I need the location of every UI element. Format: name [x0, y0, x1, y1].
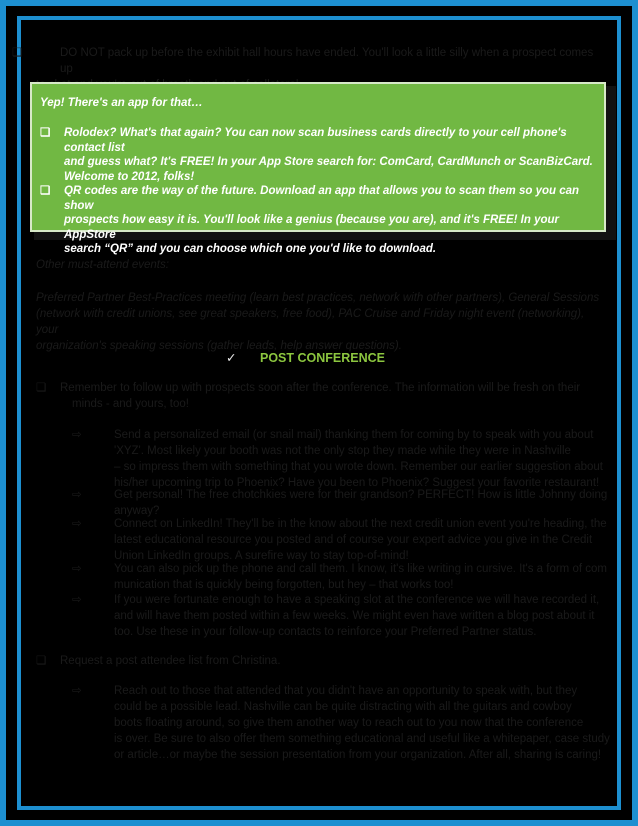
callout-item-line: Rolodex? What's that again? You can now scan business cards directly to your cell phone's contact list: [64, 127, 567, 154]
sub-item-line: is over. Be sure to also offer them something educational and useful like a whitepaper, case study: [114, 733, 610, 745]
follow-up-item: [36, 380, 608, 412]
arrow-bullet-icon: ⇨: [72, 518, 82, 530]
arrow-bullet-icon: ⇨: [72, 489, 82, 501]
post-conference-title: POST CONFERENCE: [260, 351, 386, 365]
sub-item-line: Send a personalized email (or snail mail) thanking them for coming by to speak with you about: [114, 429, 594, 441]
checkbox-bullet-icon: ❏: [12, 47, 23, 59]
sub-item-line: anyway?: [114, 505, 160, 517]
sub-item-line: munication that is quickly being forgotten, but hey – that works too!: [114, 579, 454, 591]
sub-item-speaking: [72, 592, 610, 640]
checkmark-icon: ✓: [226, 351, 237, 365]
sub-item-line: 'XYZ'. Most likely your booth was not the only stop they made while they were in Nashville: [114, 445, 571, 457]
sub-item-line: could be a possible lead. Nashville can be quite distracting with all the guitars and cowboy: [114, 701, 572, 713]
other-events-paragraph: [36, 290, 608, 354]
callout-item-line: search “QR” and you can choose which one you'd like to download.: [64, 243, 437, 255]
sub-item-line: Union LinkedIn groups. A surefire way to stay top-of-mind!: [114, 550, 409, 562]
other-events-line: organization's speaking sessions (gather leads, help answer questions).: [36, 340, 402, 352]
checkbox-bullet-icon: ❏: [36, 655, 47, 667]
checkbox-bullet-icon: ❏: [40, 185, 51, 197]
arrow-bullet-icon: ⇨: [72, 563, 82, 575]
other-events-line: (network with credit unions, see great speakers, free food), PAC Cruise and Friday night event (networking), your: [36, 308, 585, 336]
post-conference-heading: [226, 350, 385, 365]
sub-item-line: You can also pick up the phone and call them. I know, it's like writing in cursive. It's a form of com: [114, 563, 607, 575]
sub-item-line: latest educational resource you posted and of course your expert advice you give in the Credit: [114, 534, 593, 546]
follow-up-line: minds - and yours, too!: [72, 398, 189, 410]
attendee-list-item: [36, 653, 608, 669]
sub-item-phone: [72, 561, 610, 593]
sub-item-line: boots floating around, so give them another way to reach out to you now that the conference: [114, 717, 584, 729]
sub-item-line: Reach out to those that attended that you didn't have an opportunity to speak with, but they: [114, 685, 578, 697]
callout-item-line: prospects how easy it is. You'll look like a genius (because you are), and it's FREE! In your AppStore: [64, 214, 559, 241]
app-tip-callout: [30, 82, 614, 255]
callout-item-qr: [40, 184, 596, 257]
sub-item-line: too. Use these in your follow-up contacts to reinforce your Preferred Partner status.: [114, 626, 537, 638]
sub-item-reach-out: [72, 683, 610, 763]
checkbox-bullet-icon: ❏: [36, 382, 47, 394]
callout-item-rolodex: [40, 126, 596, 184]
other-events-line: Preferred Partner Best-Practices meeting (learn best practices, network with other partners), General Sessions: [36, 292, 600, 304]
arrow-bullet-icon: ⇨: [72, 685, 82, 697]
callout-item-line: and guess what? It's FREE! In your App Store search for: ComCard, CardMunch or ScanBizCard.: [64, 156, 593, 168]
sub-item-linkedin: [72, 516, 610, 564]
sub-item-line: and will have them posted within a few weeks. We might even have written a blog post about it: [114, 610, 595, 622]
sub-item-line: or article…or maybe the session presentation from your organization. After all, sharing is caring!: [114, 749, 602, 761]
sub-item-line: his/her upcoming trip to Phoenix? Have you been to Phoenix? Suggest your favorite restaurant!: [114, 477, 600, 489]
follow-up-line: Remember to follow up with prospects soon after the conference. The information will be fresh on their: [60, 382, 581, 394]
arrow-bullet-icon: ⇨: [72, 594, 82, 606]
callout-item-line: QR codes are the way of the future. Download an app that allows you to scan them so you can show: [64, 185, 580, 212]
attendee-list-line: Request a post attendee list from Christina.: [60, 655, 281, 667]
callout-item-line: Welcome to 2012, folks!: [64, 170, 195, 183]
sub-item-personal: [72, 487, 610, 519]
sub-item-line: – so impress them with something that you wrote down. Remember our earlier suggestion about: [114, 461, 603, 473]
sub-item-line: Get personal! The free chotchkies were for their grandson? PERFECT! How is little Johnny doing: [114, 489, 608, 501]
callout-box: [30, 82, 606, 255]
intro-line-1: DO NOT pack up before the exhibit hall hours have ended. You'll look a little silly when a prospect comes up: [60, 47, 594, 75]
sub-item-line: If you were fortunate enough to have a speaking slot at the conference we will have recorded it,: [114, 594, 600, 606]
sub-item-email: [72, 427, 610, 491]
arrow-bullet-icon: ⇨: [72, 429, 82, 441]
sub-item-line: Connect on LinkedIn! They'll be in the know about the next credit union event you're heading, the: [114, 518, 607, 530]
callout-title: Yep! There's an app for that…: [40, 97, 203, 109]
other-events-heading: Other must-attend events:: [36, 259, 169, 271]
checkbox-bullet-icon: ❏: [40, 127, 51, 139]
